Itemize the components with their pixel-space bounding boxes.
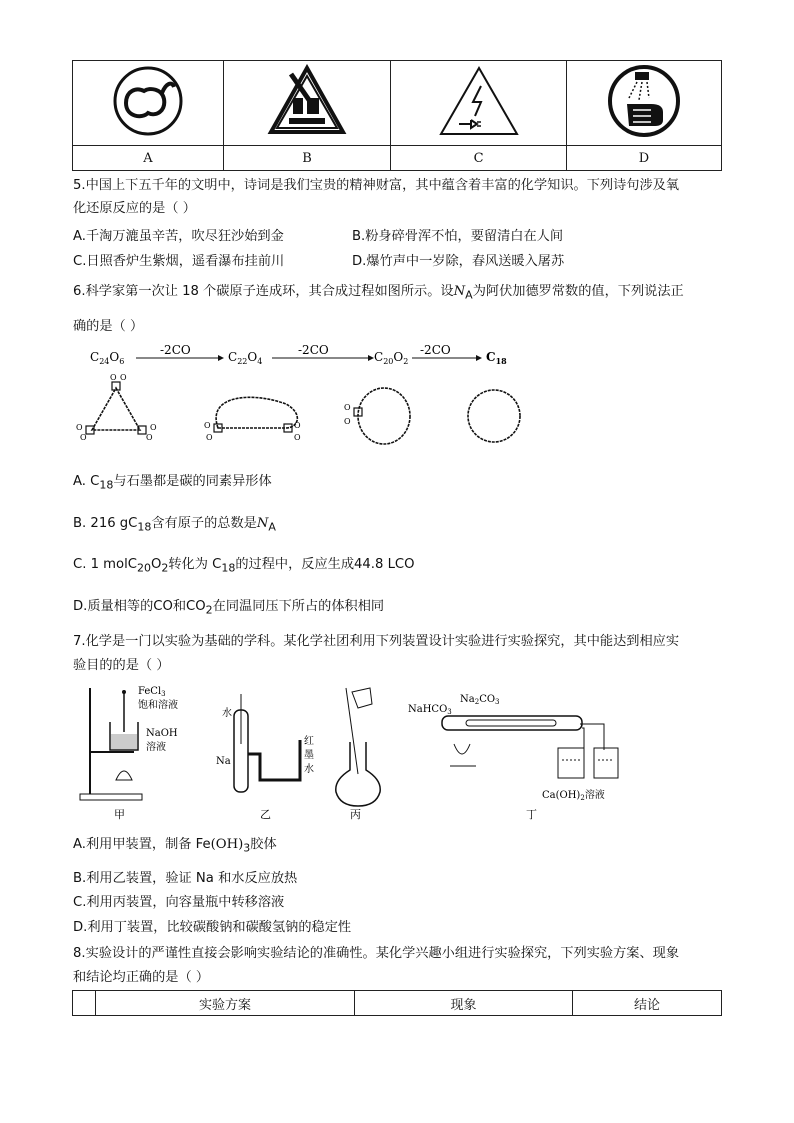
label-nahco3: NaHCO$_3$ xyxy=(408,704,452,716)
option-label-b: B xyxy=(223,146,390,171)
apparatus-yi xyxy=(216,694,314,821)
q7-stem-line2: 验目的的是（ ） xyxy=(73,658,170,673)
q7-option-d: D.利用丁装置，比较碳酸钠和碳酸氢钠的稳定性 xyxy=(73,920,352,935)
q8-header-conclusion: 结论 xyxy=(573,991,722,1016)
label-fecl3: FeCl$_3$ xyxy=(138,686,166,698)
q7-option-c: C.利用丙装置，向容量瓶中转移溶液 xyxy=(73,895,285,910)
svg-text:O: O xyxy=(344,417,351,426)
structure-c24o6 xyxy=(76,373,157,442)
goggles-icon xyxy=(112,65,184,137)
formula-c18: $C_{18}$ xyxy=(486,350,507,366)
label-solution: 溶液 xyxy=(146,742,166,753)
avogadro-subscript: A xyxy=(465,288,473,302)
label-na2co3: $Na_2CO_3$ xyxy=(460,694,500,706)
q6-option-d: D.质量相等的CO和$CO_2$在同温同压下所占的体积相同 xyxy=(73,599,385,617)
q8-header-phenomenon: 现象 xyxy=(355,991,573,1016)
c18-synthesis-scheme xyxy=(76,344,526,456)
label-red-ink-2: 墨 xyxy=(304,750,314,761)
svg-text:O: O xyxy=(204,421,211,430)
q5-option-b: B.粉身碎骨浑不怕，要留清白在人间 xyxy=(352,229,564,244)
q5-option-a: A.千淘万漉虽辛苦，吹尽狂沙始到金 xyxy=(73,229,284,244)
arrow-label-1: -2CO xyxy=(160,344,191,357)
q5-option-c: C.日照香炉生紫烟，遥看瀑布挂前川 xyxy=(73,254,285,269)
q7-apparatus-figure xyxy=(74,684,634,824)
q8-stem-line2: 和结论均正确的是（ ） xyxy=(73,970,210,985)
label-yi: 乙 xyxy=(260,808,271,821)
structure-c18 xyxy=(468,390,520,442)
icon-cell-d xyxy=(566,61,721,146)
q6-option-a: A. $C_{18}$与石墨都是碳的同素异形体 xyxy=(73,474,272,492)
q6-option-b: B. 216 $gC_{18}$含有原子的总数是$N_A$ xyxy=(73,516,276,534)
label-saturated-solution: 饱和溶液 xyxy=(138,700,178,711)
formula-c24o6: $C_{24}O_6$ xyxy=(90,350,125,366)
electric-hazard-icon xyxy=(437,64,521,138)
label-na: Na xyxy=(216,756,231,767)
label-caoh2-solution: $Ca(OH)_2$溶液 xyxy=(542,790,605,802)
svg-text:O: O xyxy=(294,421,301,430)
arrow-label-3: -2CO xyxy=(420,344,451,357)
apparatus-bing xyxy=(336,688,380,821)
structure-c20o2 xyxy=(344,388,410,444)
svg-text:O: O xyxy=(150,423,157,432)
svg-text:O: O xyxy=(120,373,127,382)
label-red-ink-3: 水 xyxy=(304,764,314,775)
icon-cell-c xyxy=(391,61,567,146)
corrosive-hazard-icon xyxy=(267,64,347,138)
formula-c20o2: $C_{20}O_2$ xyxy=(374,350,409,366)
safety-icons-table xyxy=(72,60,722,171)
label-naoh: NaOH xyxy=(146,728,178,739)
q6-stem-line2: 确的是（ ） xyxy=(73,319,144,334)
svg-text:O: O xyxy=(344,403,351,412)
svg-text:O: O xyxy=(80,433,87,442)
option-label-c: C xyxy=(391,146,567,171)
q7-option-a: A.利用甲装置，制备 $Fe(OH)_3$胶体 xyxy=(73,837,277,855)
q5-option-d: D.爆竹声中一岁除，春风送暖入屠苏 xyxy=(352,254,565,269)
q8-table xyxy=(72,990,722,1016)
label-red-ink-1: 红 xyxy=(304,736,314,747)
option-label-a: A xyxy=(73,146,224,171)
apparatus-jia xyxy=(80,686,178,821)
q6-stem-text: 6.科学家第一次让 18 个碳原子连成环，其合成过程如图所示。设 xyxy=(73,284,454,299)
svg-text:O: O xyxy=(206,433,213,442)
svg-text:O: O xyxy=(146,433,153,442)
apparatus-ding xyxy=(408,694,618,821)
q5-stem-line2: 化还原反应的是（ ） xyxy=(73,201,196,216)
formula-c22o4: $C_{22}O_4$ xyxy=(228,350,263,366)
hand-wash-icon xyxy=(607,64,681,138)
structure-c22o4 xyxy=(204,397,301,442)
q8-header-index xyxy=(73,991,96,1016)
avogadro-symbol: N xyxy=(453,284,466,299)
option-label-d: D xyxy=(566,146,721,171)
label-bing: 丙 xyxy=(350,808,361,821)
svg-text:O: O xyxy=(76,423,83,432)
icon-cell-b xyxy=(223,61,390,146)
arrow-label-2: -2CO xyxy=(298,344,329,357)
label-water: 水 xyxy=(222,708,232,719)
icon-cell-a xyxy=(73,61,224,146)
label-jia: 甲 xyxy=(114,808,125,821)
svg-text:O: O xyxy=(294,433,301,442)
q8-stem-line1: 8.实验设计的严谨性直接会影响实验结论的准确性。某化学兴趣小组进行实验探究，下列实验方案、现象 xyxy=(73,946,680,961)
svg-text:O: O xyxy=(110,373,117,382)
label-ding: 丁 xyxy=(526,808,537,821)
q5-stem-line1: 5.中国上下五千年的文明中，诗词是我们宝贵的精神财富，其中蕴含着丰富的化学知识。下列诗句涉及氧 xyxy=(73,178,680,193)
q6-option-c: C. 1 $molC_{20}O_2$转化为 $C_{18}$的过程中，反应生成44.8 LCO xyxy=(73,557,415,575)
q6-stem-line1 xyxy=(73,283,684,305)
q8-header-plan: 实验方案 xyxy=(96,991,355,1016)
q6-stem-text-b: 为阿伏加德罗常数的值，下列说法正 xyxy=(472,284,684,299)
q7-option-b: B.利用乙装置，验证 Na 和水反应放热 xyxy=(73,871,298,886)
q7-stem-line1: 7.化学是一门以实验为基础的学科。某化学社团利用下列装置设计实验进行实验探究，其中能达到相应实 xyxy=(73,634,680,649)
